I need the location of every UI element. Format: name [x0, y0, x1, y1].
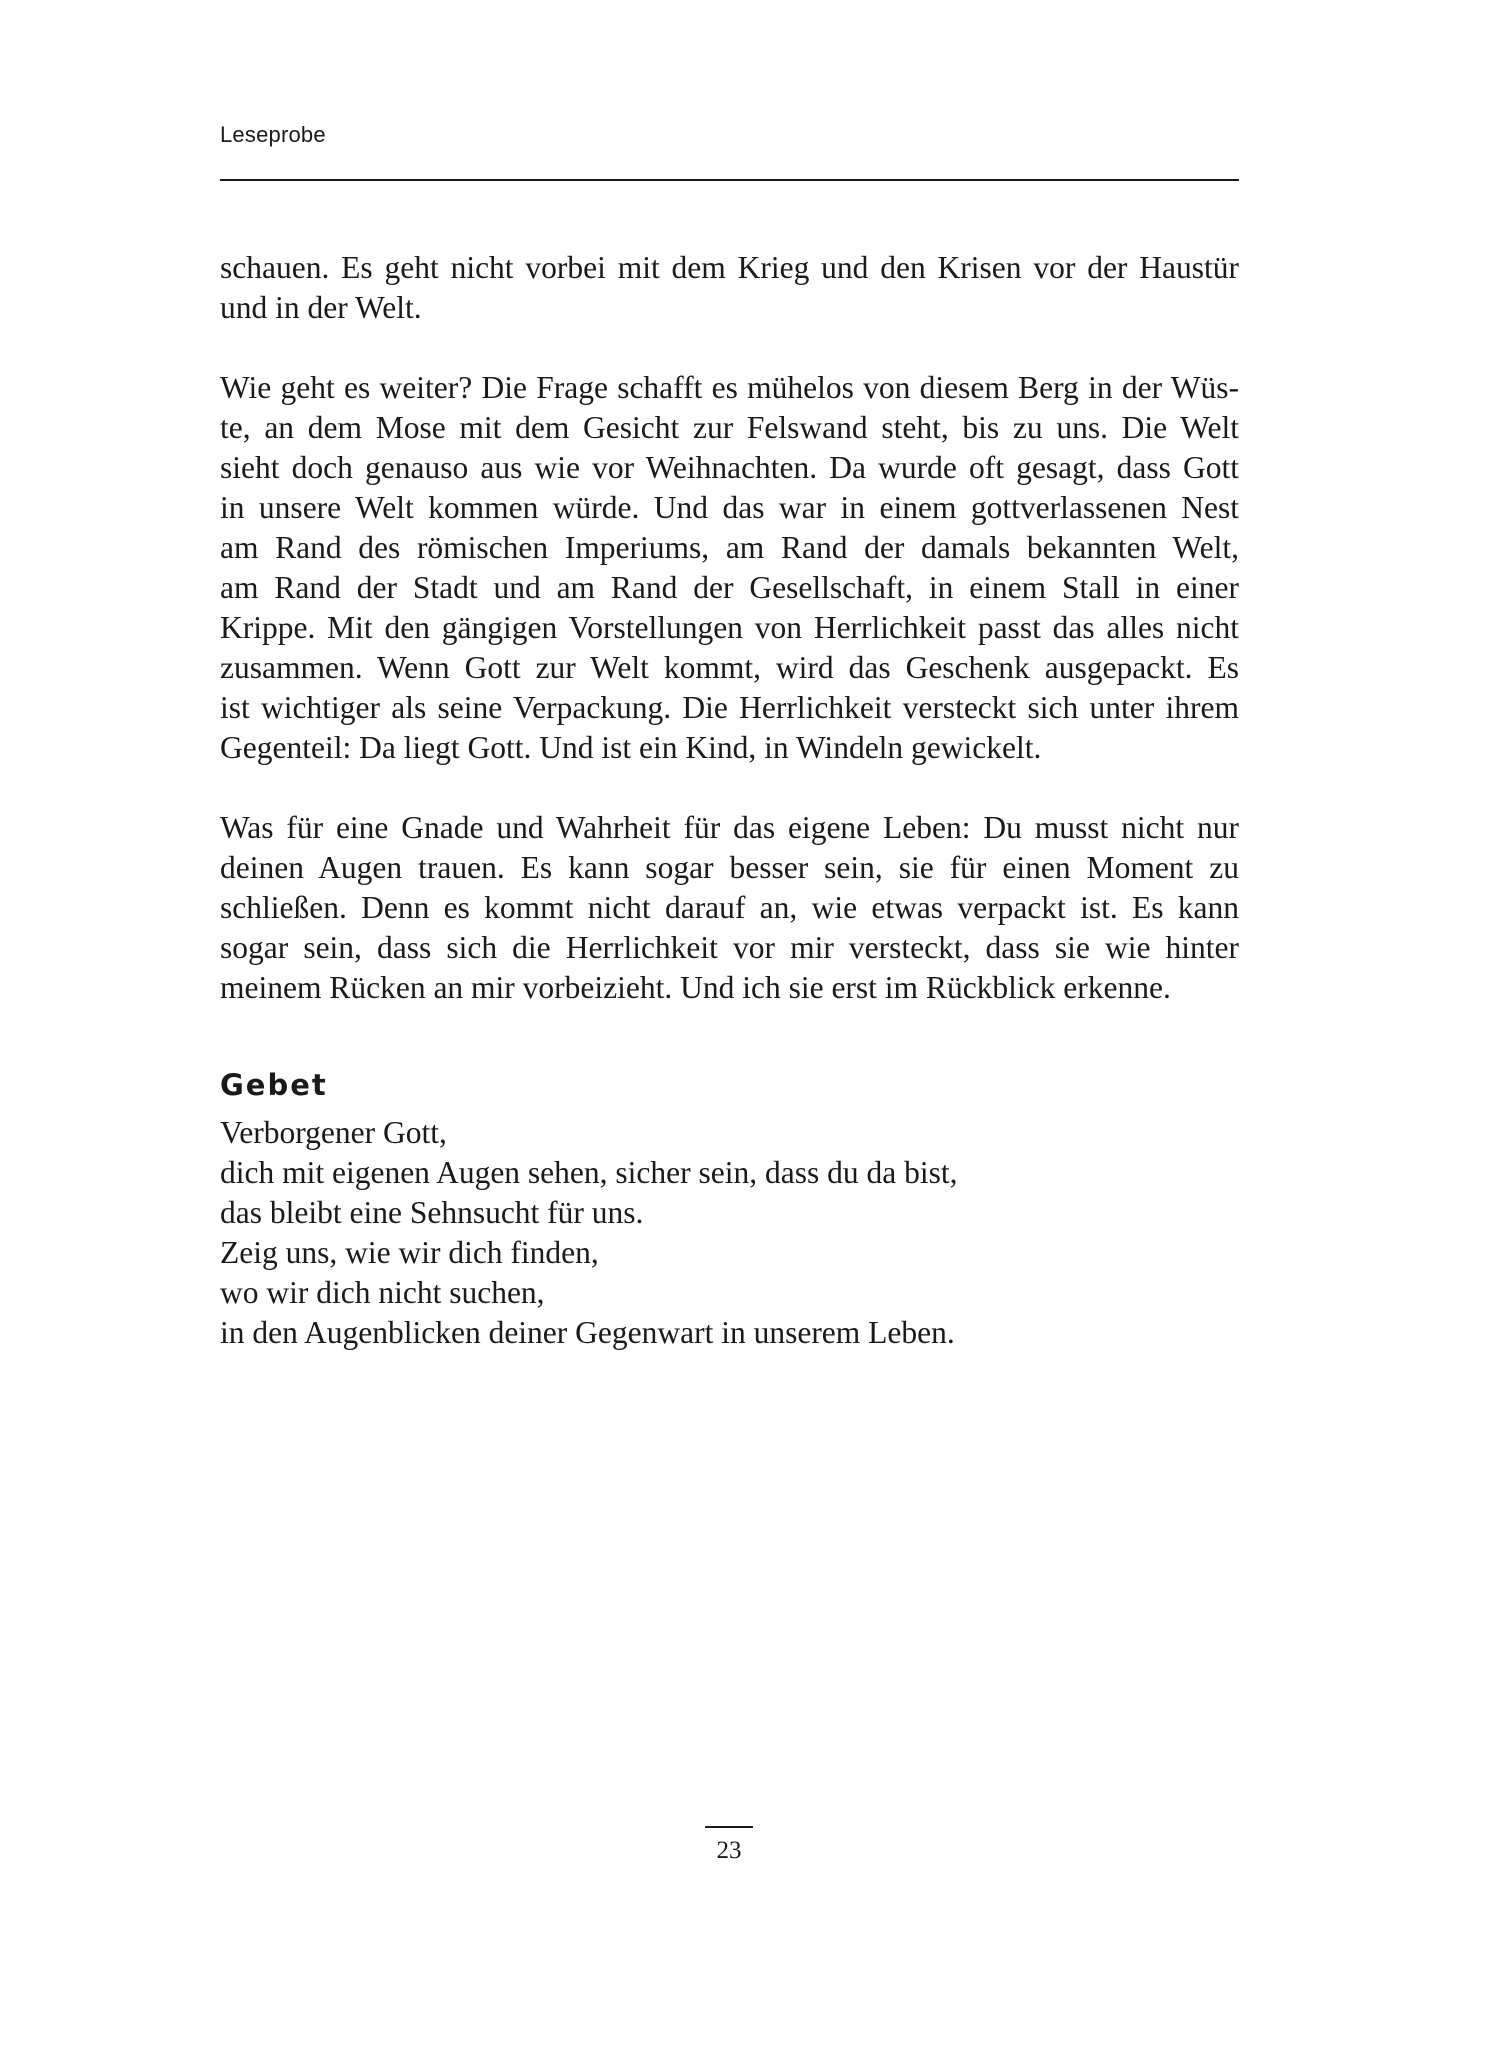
page-number: 23: [716, 1837, 742, 1864]
paragraph-line: meinem Rücken an mir vorbeizieht. Und ich sie erst im Rückblick erkenne.: [220, 970, 1171, 1005]
prayer-line: dich mit eigenen Augen sehen, sicher sein, dass du da bist,: [220, 1155, 958, 1190]
prayer-line: Zeig uns, wie wir dich finden,: [220, 1235, 599, 1270]
prayer-line: das bleibt eine Sehnsucht für uns.: [220, 1195, 644, 1230]
paragraph-line: und in der Welt.: [220, 290, 422, 325]
prayer-text: [220, 1113, 957, 1353]
prayer-line: in den Augenblicken deiner Gegenwart in unserem Leben.: [220, 1315, 955, 1350]
paragraph-line: am Rand des römischen Imperiums, am Rand der damals bekannten Welt,: [220, 530, 1239, 565]
prayer-line: wo wir dich nicht suchen,: [220, 1275, 545, 1310]
paragraph-line: schauen. Es geht nicht vorbei mit dem Krieg und den Krisen vor der Haustür: [220, 250, 1239, 285]
running-head: Leseprobe: [220, 122, 326, 147]
paragraph-line: sogar sein, dass sich die Herrlichkeit vor mir versteckt, dass sie wie hinter: [220, 930, 1239, 965]
page-number-rule: [705, 1826, 753, 1828]
paragraph-line: Wie geht es weiter? Die Frage schafft es mühelos von diesem Berg in der Wüs-: [220, 370, 1239, 405]
paragraph-line: te, an dem Mose mit dem Gesicht zur Felswand steht, bis zu uns. Die Welt: [220, 410, 1239, 445]
paragraph-line: Was für eine Gnade und Wahrheit für das eigene Leben: Du musst nicht nur: [220, 810, 1239, 845]
paragraph-line: Gegenteil: Da liegt Gott. Und ist ein Kind, in Windeln gewickelt.: [220, 730, 1042, 765]
section-heading-gebet: Gebet: [220, 1068, 328, 1102]
paragraph-line: zusammen. Wenn Gott zur Welt kommt, wird das Geschenk ausgepackt. Es: [220, 650, 1239, 685]
body-text: [220, 248, 1239, 1008]
paragraph-line: am Rand der Stadt und am Rand der Gesellschaft, in einem Stall in einer: [220, 570, 1239, 605]
paragraph-line: sieht doch genauso aus wie vor Weihnachten. Da wurde oft gesagt, dass Gott: [220, 450, 1239, 485]
header-divider: [220, 179, 1239, 181]
paragraph-line: Krippe. Mit den gängigen Vorstellungen von Herrlichkeit passt das alles nicht: [220, 610, 1239, 645]
prayer-line: Verborgener Gott,: [220, 1115, 447, 1150]
paragraph-line: in unsere Welt kommen würde. Und das war in einem gottverlassenen Nest: [220, 490, 1239, 525]
paragraph-3: [220, 808, 1239, 1008]
paragraph-line: ist wichtiger als seine Verpackung. Die Herrlichkeit versteckt sich unter ihrem: [220, 690, 1239, 725]
paragraph-line: schließen. Denn es kommt nicht darauf an, wie etwas verpackt ist. Es kann: [220, 890, 1239, 925]
paragraph-2: [220, 368, 1239, 768]
paragraph-1: [220, 248, 1239, 328]
paragraph-line: deinen Augen trauen. Es kann sogar besser sein, sie für einen Moment zu: [220, 850, 1239, 885]
